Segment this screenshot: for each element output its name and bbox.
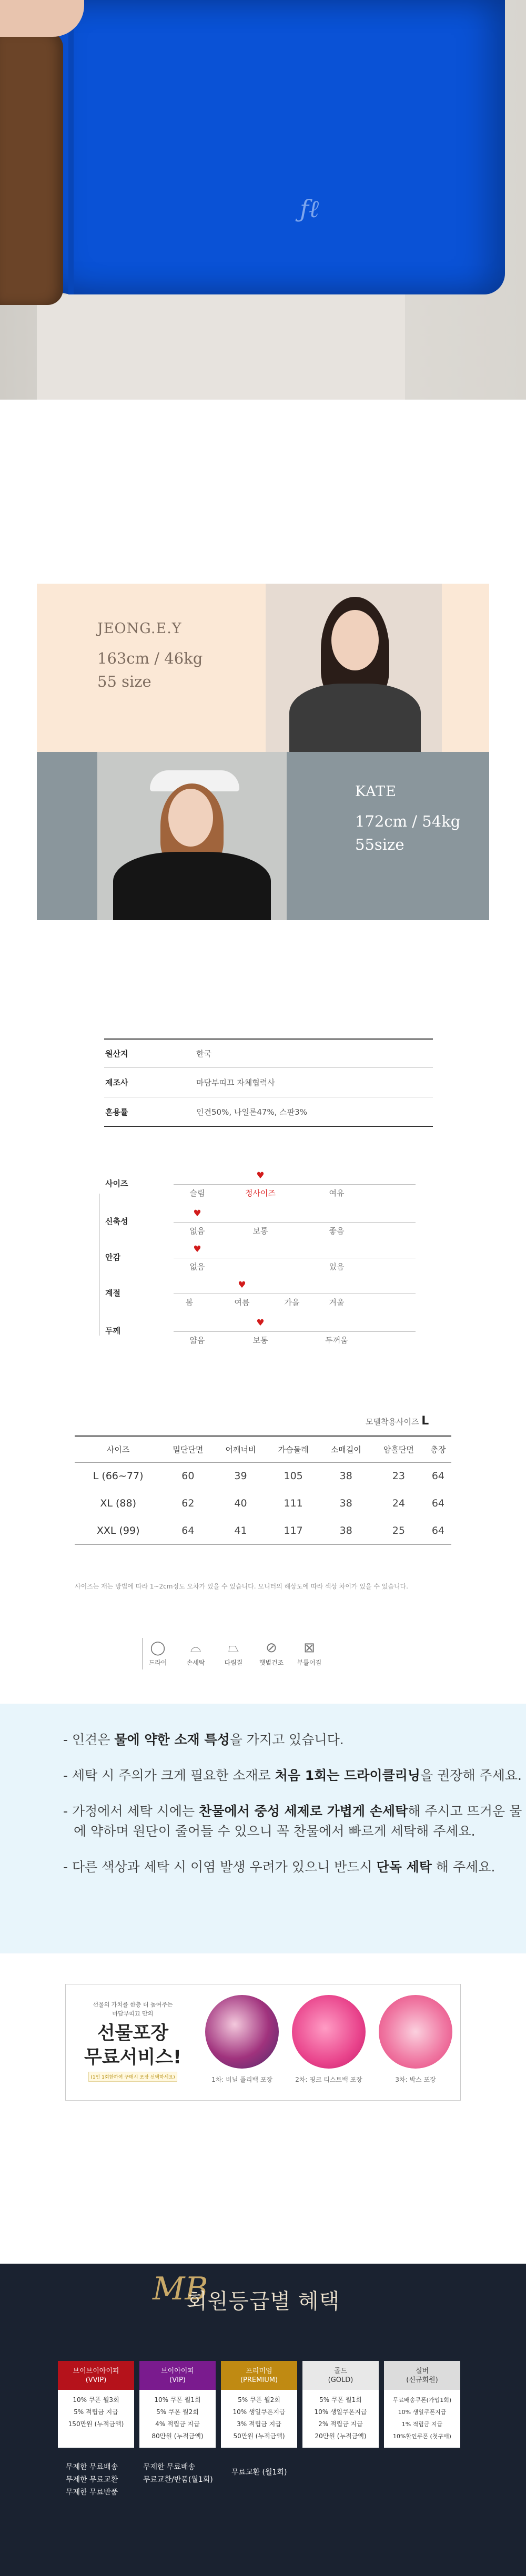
size-cell: L (66~77) xyxy=(93,1470,144,1482)
size-cell: 64 xyxy=(425,1517,451,1544)
selected-heart-icon: ♥ xyxy=(256,1170,265,1181)
dry-clean-icon: ◯ xyxy=(150,1640,166,1656)
tier-benefit: 5% 쿠폰 월2회 xyxy=(238,2396,280,2404)
tier-benefits xyxy=(384,2390,460,2448)
scale-label: 사이즈 xyxy=(105,1179,128,1188)
note-text: - 세탁 시 주의가 크게 필요한 소재로 xyxy=(63,1768,275,1783)
box-image xyxy=(379,1995,452,2069)
product-photo xyxy=(0,0,526,400)
extra-benefit: 무료교환 (월1회) xyxy=(231,2468,287,2477)
table-row xyxy=(75,1462,451,1490)
info-row xyxy=(104,1068,433,1097)
scale-option-selected: 없음 xyxy=(189,1226,205,1236)
size-table xyxy=(75,1435,451,1545)
scale-line xyxy=(174,1331,416,1332)
care-item xyxy=(294,1638,325,1667)
tier-header xyxy=(139,2361,216,2390)
note-text: 을 가지고 있습니다. xyxy=(229,1732,344,1747)
note-text: - 인견은 xyxy=(63,1732,115,1747)
tier-benefit: 무료배송쿠폰(가입1회) xyxy=(392,2397,452,2404)
scale-option: 두꺼움 xyxy=(325,1336,348,1345)
table-row xyxy=(75,1517,451,1544)
tier-vip xyxy=(139,2361,216,2448)
size-cell: 24 xyxy=(392,1498,405,1509)
vvip-extras xyxy=(66,2461,118,2499)
wash-note xyxy=(63,1730,526,1750)
scale-option: 겨울 xyxy=(329,1298,345,1307)
gift-title: 무료서비스! xyxy=(84,2047,181,2068)
note-text: - 다른 색상과 세탁 시 이염 발생 우려가 있으니 반드시 xyxy=(63,1859,377,1875)
gift-subtext: 선물의 가치를 한층 더 높여주는 xyxy=(93,2001,173,2008)
note-text: 해 주세요. xyxy=(431,1859,495,1875)
gift-wrap-banner xyxy=(65,1984,461,2101)
vinyl-bag-image xyxy=(205,1995,279,2069)
tier-sub: (GOLD) xyxy=(328,2376,353,2384)
model-size-caption xyxy=(366,1414,429,1428)
gift-title: 선물포장 xyxy=(97,2023,169,2044)
size-cell: 38 xyxy=(320,1517,372,1544)
scale-line xyxy=(174,1222,416,1223)
wash-note xyxy=(63,1857,526,1877)
model-top xyxy=(113,852,271,920)
info-label: 제조사 xyxy=(105,1078,128,1087)
tier-name: 골드 xyxy=(333,2367,348,2375)
size-table-header xyxy=(75,1436,451,1462)
gift-subtext: 마담부띠끄 만의 xyxy=(112,2010,154,2017)
model-measure: 172cm / 54kg xyxy=(355,812,461,830)
tier-header xyxy=(221,2361,297,2390)
selected-heart-icon: ♥ xyxy=(238,1280,246,1290)
care-item xyxy=(218,1638,249,1667)
info-value: 인견50%, 나일론47%, 스판3% xyxy=(196,1107,307,1117)
size-cell: 41 xyxy=(214,1517,267,1544)
wash-notes xyxy=(0,1704,526,1953)
model-info xyxy=(355,783,460,859)
blue-shirt xyxy=(37,0,505,294)
note-text: 을 권장해 주세요. xyxy=(420,1768,522,1783)
size-cell: 62 xyxy=(181,1498,195,1509)
tier-premium xyxy=(221,2361,297,2448)
fit-scales xyxy=(105,1170,421,1362)
tier-benefit: 5% 쿠폰 월1회 xyxy=(319,2396,362,2404)
hand-wash-icon: ⌓ xyxy=(190,1640,201,1656)
wash-note xyxy=(63,1801,526,1841)
scale-option: 있음 xyxy=(329,1262,345,1271)
tier-sub: (신규회원) xyxy=(406,2376,438,2384)
tier-benefit: 1% 적립금 지급 xyxy=(401,2421,443,2428)
tier-benefit: 5% 쿠폰 월2회 xyxy=(156,2408,199,2416)
product-info-table xyxy=(104,1038,433,1127)
info-row xyxy=(104,1038,433,1068)
tier-benefit: 3% 적립금 지급 xyxy=(237,2420,281,2428)
model-info xyxy=(97,620,203,696)
tier-silver xyxy=(384,2361,460,2448)
wash-note xyxy=(63,1766,526,1786)
tier-benefits xyxy=(302,2390,379,2448)
tier-benefit: 10% 쿠폰 월1회 xyxy=(154,2396,201,2404)
care-label: 손세탁 xyxy=(186,1659,205,1666)
model-photo xyxy=(97,752,287,920)
size-cell: 60 xyxy=(181,1470,195,1482)
scale-option-selected: 정사이즈 xyxy=(245,1188,276,1198)
size-cell: 64 xyxy=(431,1470,445,1482)
size-header: 사이즈 xyxy=(75,1436,161,1462)
info-label: 원산지 xyxy=(105,1049,128,1058)
gift-option-label: 1차: 비닐 플리백 포장 xyxy=(211,2076,272,2083)
size-cell: 64 xyxy=(161,1517,214,1544)
model-photo xyxy=(266,584,442,752)
embroidered-logo: ƒℓ xyxy=(300,195,319,223)
care-item xyxy=(256,1638,287,1667)
scale-option-selected: 없음 xyxy=(189,1262,205,1271)
scale-line xyxy=(174,1184,416,1185)
gift-intro xyxy=(76,2000,189,2082)
scale-option: 슬림 xyxy=(189,1188,205,1198)
care-label: 드라이 xyxy=(148,1659,167,1666)
scale-bracket xyxy=(99,1194,104,1336)
tier-name: 브이브이아이피 xyxy=(73,2367,119,2375)
gift-option-label: 3차: 박스 포장 xyxy=(395,2076,436,2083)
selected-heart-icon: ♥ xyxy=(256,1318,265,1328)
size-cell: 105 xyxy=(284,1470,303,1482)
size-cell: 40 xyxy=(234,1498,247,1509)
size-cell: 117 xyxy=(267,1517,320,1544)
info-value: 마담부띠끄 자체협력사 xyxy=(196,1078,275,1087)
tier-header xyxy=(302,2361,379,2390)
vip-extras xyxy=(143,2461,213,2486)
extra-benefit: 무료교환/반품(월1회) xyxy=(143,2476,213,2484)
extra-benefit: 무제한 무료배송 xyxy=(143,2463,196,2471)
tier-header xyxy=(384,2361,460,2390)
care-label: 햇볕건조 xyxy=(259,1659,284,1666)
info-row xyxy=(104,1097,433,1127)
tier-benefits xyxy=(221,2390,297,2448)
tier-sub: (VVIP) xyxy=(85,2376,107,2384)
tier-benefit: 2% 적립금 지급 xyxy=(318,2420,363,2428)
caption-size: L xyxy=(421,1414,429,1428)
caption-prefix: 모델착용사이즈 xyxy=(366,1417,419,1427)
tier-vvip xyxy=(58,2361,134,2448)
model-size: 55size xyxy=(355,836,404,853)
note-emphasis: 처음 1회는 드라이클리닝 xyxy=(275,1768,421,1783)
iron-icon: ⏢ xyxy=(228,1640,239,1656)
size-cell: 25 xyxy=(372,1517,425,1544)
info-label: 혼용률 xyxy=(105,1107,128,1117)
note-text: 해 주시고 뜨거운 물에 약하며 원단이 줄어들 수 있으니 꼭 찬물에서 빠르게 세탁해 주세요. xyxy=(74,1804,522,1839)
size-cell: XL (88) xyxy=(100,1498,136,1509)
model-name: JEONG.E.Y xyxy=(97,620,182,637)
tier-benefit: 10% 생일쿠폰지급 xyxy=(314,2408,367,2416)
size-header: 암홀단면 xyxy=(372,1436,425,1462)
model-name: KATE xyxy=(355,783,397,800)
size-header: 소매길이 xyxy=(320,1436,372,1462)
selected-heart-icon: ♥ xyxy=(193,1244,201,1255)
size-cell: 23 xyxy=(392,1470,405,1482)
scale-option: 가을 xyxy=(284,1298,300,1307)
gift-option xyxy=(287,1995,371,2084)
tier-benefit: 10% 생일쿠폰지급 xyxy=(232,2408,286,2416)
tier-benefit: 50만원 (누적금액) xyxy=(233,2432,285,2440)
tier-name: 브이아이피 xyxy=(161,2367,194,2375)
tier-benefit: 150만원 (누적금액) xyxy=(68,2420,124,2428)
care-item xyxy=(142,1638,174,1667)
scale-option: 봄 xyxy=(185,1298,194,1307)
scale-label: 두께 xyxy=(105,1326,120,1336)
pink-tissue-image xyxy=(292,1995,366,2069)
scale-option: 좋음 xyxy=(329,1226,345,1236)
tier-name: 프리미엄 xyxy=(246,2367,272,2375)
shade-dry-icon: ⊘ xyxy=(266,1640,277,1656)
scale-label: 신축성 xyxy=(105,1217,128,1226)
gift-option xyxy=(373,1995,458,2084)
tier-sub: (PREMIUM) xyxy=(240,2376,278,2384)
size-cell: 38 xyxy=(339,1470,352,1482)
tier-benefit: 5% 적립금 지급 xyxy=(74,2408,118,2416)
tier-benefit: 4% 적립금 지급 xyxy=(155,2420,200,2428)
tier-benefit: 20만원 (누적금액) xyxy=(315,2432,367,2440)
scale-option: 여유 xyxy=(329,1188,345,1198)
size-cell: 64 xyxy=(431,1498,445,1509)
membership-title: 회원등급별 혜택 xyxy=(187,2289,340,2314)
extra-benefit: 무제한 무료배송 xyxy=(66,2463,118,2471)
premium-extras xyxy=(231,2466,287,2479)
care-item xyxy=(180,1638,211,1667)
model-measure: 163cm / 46kg xyxy=(97,649,203,667)
white-pants xyxy=(37,294,405,400)
model-card-1 xyxy=(37,584,489,752)
note-text: - 가정에서 세탁 시에는 xyxy=(63,1804,199,1819)
tier-gold xyxy=(302,2361,379,2448)
tier-benefit: 10%할인쿠폰 (첫구매) xyxy=(393,2433,451,2440)
table-row xyxy=(75,1490,451,1517)
extra-benefit: 무제한 무료교환 xyxy=(66,2476,118,2484)
note-emphasis: 단독 세탁 xyxy=(376,1859,432,1875)
tier-header xyxy=(58,2361,134,2390)
no-bleach-icon: ⊠ xyxy=(304,1640,315,1656)
scale-option-selected: 여름 xyxy=(234,1298,250,1307)
model-card-2 xyxy=(37,752,489,920)
tier-benefit: 10% 생일쿠폰지급 xyxy=(398,2409,447,2416)
model-face xyxy=(331,610,379,670)
tier-benefits xyxy=(58,2390,134,2448)
size-header: 어깨너비 xyxy=(214,1436,267,1462)
size-header: 밑단단면 xyxy=(161,1436,214,1462)
tier-benefit: 10% 쿠폰 월3회 xyxy=(73,2396,119,2404)
note-emphasis: 물에 약한 소재 특성 xyxy=(114,1732,230,1747)
extra-benefit: 무제한 무료반품 xyxy=(66,2488,118,2497)
membership-logo: MB xyxy=(153,2270,208,2307)
gift-option-label: 2차: 핑크 티스트백 포장 xyxy=(295,2076,362,2083)
note-emphasis: 찬물에서 중성 세제로 가볍게 손세탁 xyxy=(199,1804,408,1819)
size-cell: 111 xyxy=(284,1498,303,1509)
brown-bag xyxy=(0,32,63,305)
scale-option: 보통 xyxy=(252,1226,268,1236)
tier-sub: (VIP) xyxy=(169,2376,186,2384)
model-top xyxy=(289,684,421,752)
scale-label: 안감 xyxy=(105,1253,120,1262)
size-cell: XXL (99) xyxy=(75,1517,161,1544)
size-cell: 39 xyxy=(234,1470,247,1482)
info-value: 한국 xyxy=(196,1049,211,1058)
size-cell: 38 xyxy=(339,1498,352,1509)
size-header: 총장 xyxy=(425,1436,451,1462)
care-label: 다림질 xyxy=(224,1659,243,1666)
tier-name: 실버 xyxy=(415,2367,429,2375)
scale-label: 계절 xyxy=(105,1288,120,1298)
gift-option xyxy=(200,1995,284,2084)
care-icons xyxy=(142,1638,325,1667)
gift-badge: (1인 1회한하여 구매시 포장 선택하세요) xyxy=(88,2072,177,2082)
model-face xyxy=(168,789,213,847)
tier-benefit: 80만원 (누적금액) xyxy=(151,2432,204,2440)
scale-option-selected: 보통 xyxy=(252,1336,268,1345)
scale-option: 얇음 xyxy=(189,1336,205,1345)
care-label: 부틀어짐 xyxy=(297,1659,322,1666)
size-header: 가슴둘레 xyxy=(267,1436,320,1462)
model-size: 55 size xyxy=(97,673,151,690)
size-note: 사이즈는 재는 방법에 따라 1~2cm정도 오차가 있을 수 있습니다. 모니터의 해상도에 따라 색상 차이가 있을 수 있습니다. xyxy=(75,1583,408,1590)
selected-heart-icon: ♥ xyxy=(193,1208,201,1219)
shirt-placket xyxy=(68,0,74,294)
tier-benefits xyxy=(139,2390,216,2448)
